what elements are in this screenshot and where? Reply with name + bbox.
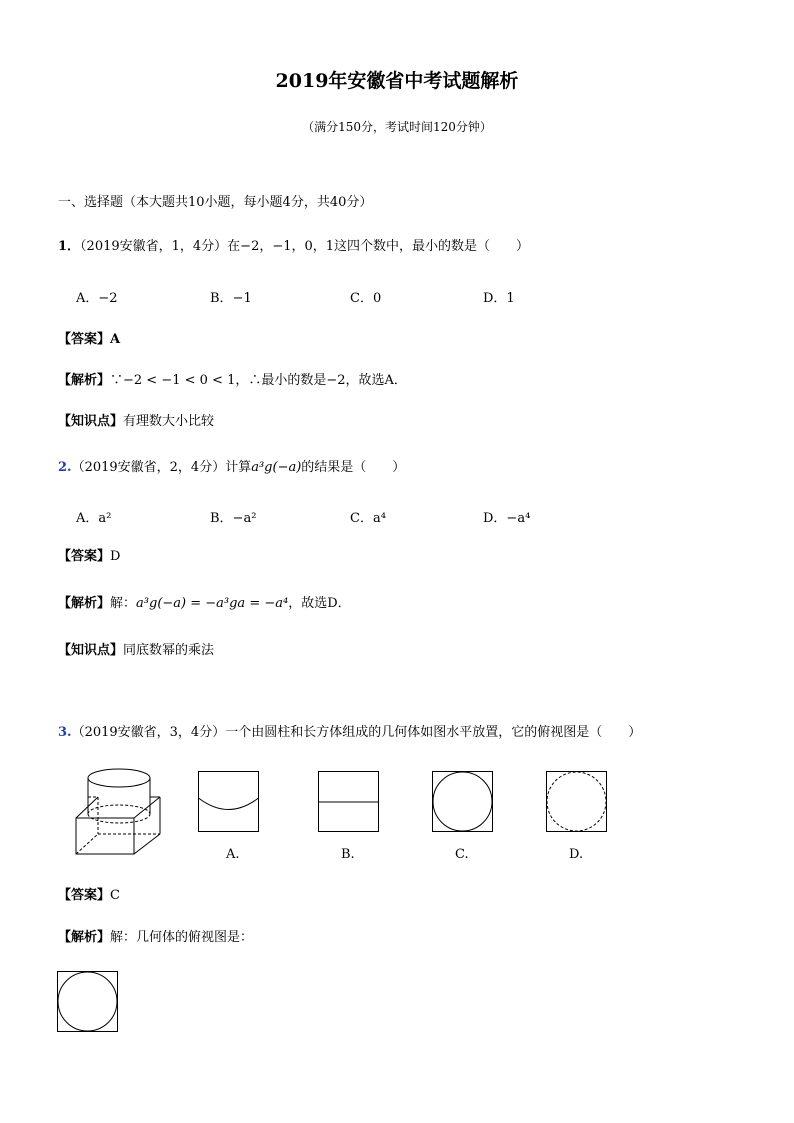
q1-option-a: A．−2 (76, 291, 118, 306)
q3-solution-figure (57, 971, 119, 1033)
q3-analysis-label: 【解析】 (58, 930, 111, 945)
page-subtitle: （满分150分，考试时间120分钟） (302, 120, 492, 134)
q3-option-d-figure (546, 771, 608, 833)
q2-analysis (58, 592, 351, 611)
question-1 (58, 235, 529, 254)
question-1-number: 1． (58, 239, 81, 254)
q3-option-c-figure (432, 771, 494, 833)
q2-analysis-label: 【解析】 (58, 596, 111, 611)
q2-analysis-prefix: 解： (110, 596, 137, 611)
q1-analysis (58, 369, 407, 388)
q3-option-b-label: B. (341, 847, 355, 862)
q2-answer-value: D (110, 549, 121, 564)
question-2-number: 2. (58, 460, 72, 475)
q3-answer-value: C (110, 888, 120, 903)
q3-analysis-text: 解：几何体的俯视图是： (110, 930, 254, 945)
q1-option-b: B．−1 (210, 291, 252, 306)
q2-option-c: C．a⁴ (350, 511, 386, 526)
question-1-text: （2019安徽省，1，4分）在−2，−1，0，1这四个数中，最小的数是（ ） (80, 239, 530, 254)
q2-knowledge (58, 639, 214, 658)
q1-analysis-label: 【解析】 (58, 373, 111, 388)
q3-answer-label: 【答案】 (58, 888, 111, 903)
q2-answer-label: 【答案】 (58, 549, 111, 564)
question-3-number: 3. (58, 725, 72, 740)
q1-answer-value: A (110, 332, 121, 347)
section-heading: 一、选择题（本大题共10小题，每小题4分，共40分） (58, 195, 373, 210)
q3-option-d-label: D. (569, 847, 584, 862)
q2-option-b: B．−a² (210, 511, 257, 526)
question-2-text-before: （2019安徽省，2，4分）计算 (71, 460, 252, 475)
q2-analysis-expression: a³g(−a) = −a³ga = −a⁴ (136, 596, 289, 611)
q2-option-a: A．a² (76, 511, 112, 526)
q1-answer-label: 【答案】 (58, 332, 111, 347)
question-2-expression: a³g(−a) (251, 460, 302, 475)
q3-option-b-figure (318, 771, 380, 833)
q2-knowledge-label: 【知识点】 (58, 643, 124, 658)
q1-option-d: D．1 (483, 291, 515, 306)
q1-option-c: C．0 (350, 291, 382, 306)
q3-option-a-figure (198, 771, 260, 833)
q2-option-d: D．−a⁴ (483, 511, 531, 526)
question-2 (58, 456, 405, 475)
q3-option-c-label: C. (455, 847, 469, 862)
question-3-text: （2019安徽省，3，4分）一个由圆柱和长方体组成的几何体如图水平放置，它的俯视图是（ ） (71, 725, 642, 740)
solid-figure (74, 766, 166, 858)
q3-answer (58, 884, 120, 903)
q1-knowledge (58, 410, 214, 429)
q2-analysis-suffix: ，故选D． (288, 596, 351, 611)
q1-answer (58, 328, 120, 347)
q2-answer (58, 545, 120, 564)
q1-knowledge-label: 【知识点】 (58, 414, 124, 429)
question-2-text-after: 的结果是（ ） (301, 460, 406, 475)
page-title: 2019年安徽省中考试题解析 (275, 70, 519, 92)
q1-knowledge-text: 有理数大小比较 (123, 414, 215, 429)
question-3 (58, 721, 641, 740)
q2-knowledge-text: 同底数幂的乘法 (123, 643, 215, 658)
q1-analysis-text: ∵−2 < −1 < 0 < 1，∴最小的数是−2，故选A． (110, 373, 407, 388)
q3-analysis (58, 926, 253, 945)
q3-option-a-label: A. (226, 847, 240, 862)
